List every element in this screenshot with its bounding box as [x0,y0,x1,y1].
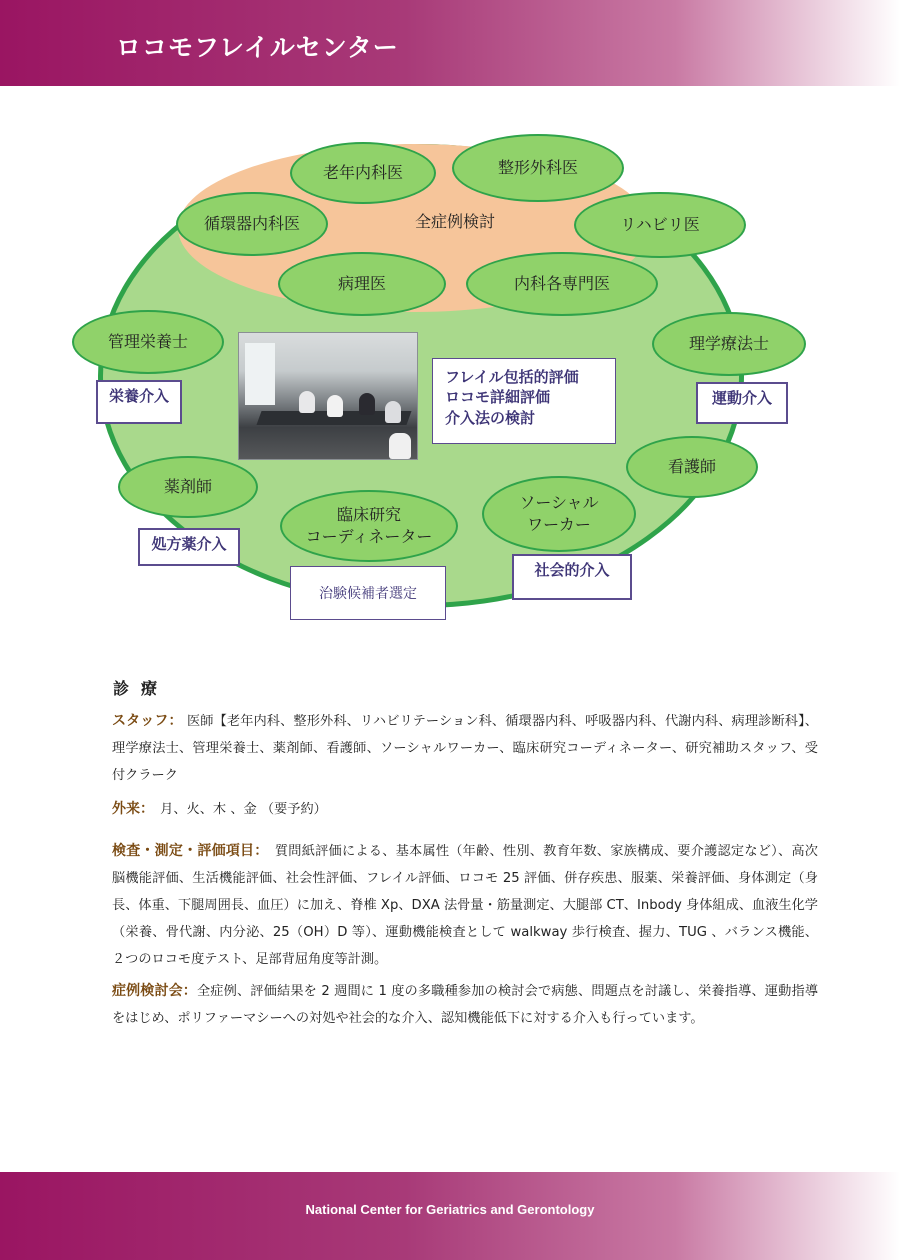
eval-line2: ロコモ詳細評価 [445,388,551,407]
eval-line1: フレイル包括的評価 [445,368,579,386]
node-dietitian: 管理栄養士 [72,310,224,374]
exam-label: 検査・測定・評価項目： [112,843,262,859]
node-pt: 理学療法士 [652,312,806,376]
team-diagram [0,100,900,640]
footer-banner [0,1172,900,1260]
conference-text: 全症例、評価結果を 2 週間に 1 度の多職種参加の検討会で病態、問題点を討議し、栄養指導、運動指導をはじめ、ポリファーマシーへの対処や社会的な介入、認知機能低下に対する介入も行っています。 [112,984,819,1026]
tag-trial: 治験候補者選定 [290,566,446,620]
node-social-worker [482,476,636,552]
node-internal: 内科各専門医 [466,252,658,316]
exam-text: 質問紙評価による、基本属性（年齢、性別、教育年数、家族構成、要介護認定など）、高次脳機能評価、生活機能評価、社会性評価、フレイル評価、ロコモ 25 評価、併存疾患、服薬、栄養評価、身体測定（身長、体重、下腿周囲長、血圧）に加え、脊椎 Xp、DXA 法骨量・筋量測定、大腿部 CT、Inbody 身体組成、血液生化学（栄養、骨代謝、内分泌、25（OH）D 等）、運動機能検査として walkway 歩行検査、握力、TUG 、バランス機能、２つのロコモ度テスト、足部背屈角度等計測。 [112,844,818,967]
conference-label: 症例検討会： [112,983,197,999]
eval-line3: 介入法の検討 [445,408,536,427]
tag-social: 社会的介入 [512,554,632,600]
staff-paragraph [112,708,818,789]
node-social-line1: ソーシャル [519,493,599,513]
node-pharmacist: 薬剤師 [118,456,258,518]
node-crc-line2: コーディネーター [305,527,433,546]
node-crc [280,490,458,562]
node-cardio: 循環器内科医 [176,192,328,256]
tag-prescription: 処方薬介入 [138,528,240,566]
node-nurse: 看護師 [626,436,758,498]
node-rehab: リハビリ医 [574,192,746,258]
footer-text: National Center for Geriatrics and Gerontology [305,1202,595,1217]
evaluation-box [432,358,616,444]
section-title: 診療 [113,679,170,698]
case-review-label: 全症例検討 [414,212,495,231]
tag-exercise: 運動介入 [696,382,788,424]
outpatient-paragraph [112,796,818,823]
node-crc-line1: 臨床研究 [336,505,401,525]
node-orthopedic: 整形外科医 [452,134,624,202]
outpatient-label: 外来： [112,801,147,817]
header-banner [0,0,900,86]
node-geriatric: 老年内科医 [290,142,436,204]
node-pathology: 病理医 [278,252,446,316]
tag-nutrition: 栄養介入 [96,380,182,424]
page-title: ロコモフレイルセンター [116,33,399,62]
conference-paragraph [112,978,818,1032]
meeting-photo [238,332,418,460]
outpatient-text: 月、火、木 、金 （要予約） [147,802,327,817]
staff-text: 医師【老年内科、整形外科、リハビリテーション科、循環器内科、呼吸器内科、代謝内科、病理診断科】、理学療法士、管理栄養士、薬剤師、看護師、ソーシャルワーカー、臨床研究コーディネーター、研究補助スタッフ、受付クラーク [112,714,818,783]
node-social-line2: ワーカー [527,515,591,534]
staff-label: スタッフ： [112,713,183,729]
exam-paragraph [112,838,818,973]
